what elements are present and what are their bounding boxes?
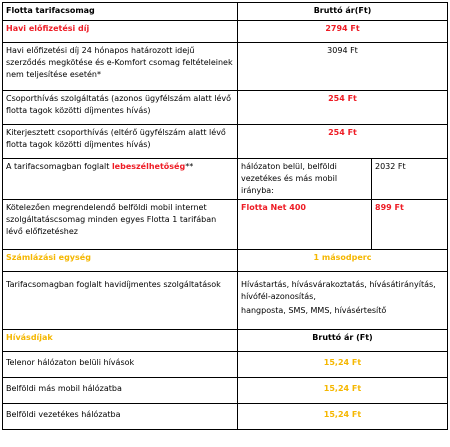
domestic-landline-row <box>3 404 448 430</box>
mobile-internet-value: 899 Ft <box>372 200 448 250</box>
talk-time-label-cell <box>3 159 238 200</box>
tariff-table-wrapper <box>2 2 448 430</box>
mobile-internet-package: Flotta Net 400 <box>238 200 372 250</box>
included-services-row <box>3 272 448 330</box>
talk-time-label-highlight: lebeszélhetőség <box>111 162 186 171</box>
included-services-label: Tarifacsomagban foglalt havidíjmentes szolgáltatások <box>3 272 238 330</box>
group-call-label: Csoporthívás szolgáltatás (azonos ügyfélszám alatt lévő flotta tagok közötti díjmentes hívás) <box>3 91 238 125</box>
monthly-fee-value: 2794 Ft <box>238 21 448 43</box>
call-fees-header-label: Hívásdíjak <box>3 330 238 352</box>
extended-group-call-label: Kiterjesztett csoporthívás (eltérő ügyfélszám alatt lévő flotta tagok közötti díjmentes hívás) <box>3 125 238 159</box>
call-fees-header-value: Bruttó ár (Ft) <box>238 330 448 352</box>
included-services-line1: Hívástartás, hívásvárakoztatás, hívásátirányítás, hívófél-azonosítás, <box>241 280 436 301</box>
group-call-value: 254 Ft <box>238 91 448 125</box>
monthly-fee-row <box>3 21 448 43</box>
extended-group-call-value: 254 Ft <box>238 125 448 159</box>
call-fees-header-row <box>3 330 448 352</box>
header-right-cell: Bruttó ár(Ft) <box>238 3 448 21</box>
monthly-fee-24-row <box>3 43 448 91</box>
group-call-row <box>3 91 448 125</box>
talk-time-label-suffix: ** <box>185 162 194 171</box>
header-left-cell: Flotta tarifacsomag <box>3 3 238 21</box>
domestic-landline-value: 15,24 Ft <box>238 404 448 430</box>
billing-unit-value: 1 másodperc <box>238 250 448 272</box>
telenor-internal-label: Telenor hálózaton belüli hívások <box>3 352 238 378</box>
billing-unit-label: Számlázási egység <box>3 250 238 272</box>
talk-time-label-prefix: A tarifacsomagban foglalt <box>6 162 112 171</box>
telenor-internal-row <box>3 352 448 378</box>
mobile-internet-row <box>3 200 448 250</box>
included-services-line2: hangposta, SMS, MMS, hívásértesítő <box>241 306 387 315</box>
monthly-fee-24-label: Havi előfizetési díj 24 hónapos határozott idejű szerződés megkötése és e-Komfort csomag feltételeinek nem teljesítése esetén* <box>3 43 238 91</box>
talk-time-row <box>3 159 448 200</box>
table-header-row <box>3 3 448 21</box>
domestic-mobile-value: 15,24 Ft <box>238 378 448 404</box>
extended-group-call-row <box>3 125 448 159</box>
domestic-mobile-row <box>3 378 448 404</box>
telenor-internal-value: 15,24 Ft <box>238 352 448 378</box>
domestic-landline-label: Belföldi vezetékes hálózatba <box>3 404 238 430</box>
talk-time-description: hálózaton belül, belföldi vezetékes és más mobil irányba: <box>238 159 372 200</box>
mobile-internet-label: Kötelezően megrendelendő belföldi mobil internet szolgáltatáscsomag minden egyes Flotta 1 tarifában lévő előfizetéshez <box>3 200 238 250</box>
monthly-fee-24-value: 3094 Ft <box>238 43 448 91</box>
billing-unit-row <box>3 250 448 272</box>
domestic-mobile-label: Belföldi más mobil hálózatba <box>3 378 238 404</box>
monthly-fee-label: Havi előfizetési díj <box>3 21 238 43</box>
talk-time-value: 2032 Ft <box>372 159 448 200</box>
tariff-table <box>2 2 448 430</box>
included-services-value-cell <box>238 272 448 330</box>
